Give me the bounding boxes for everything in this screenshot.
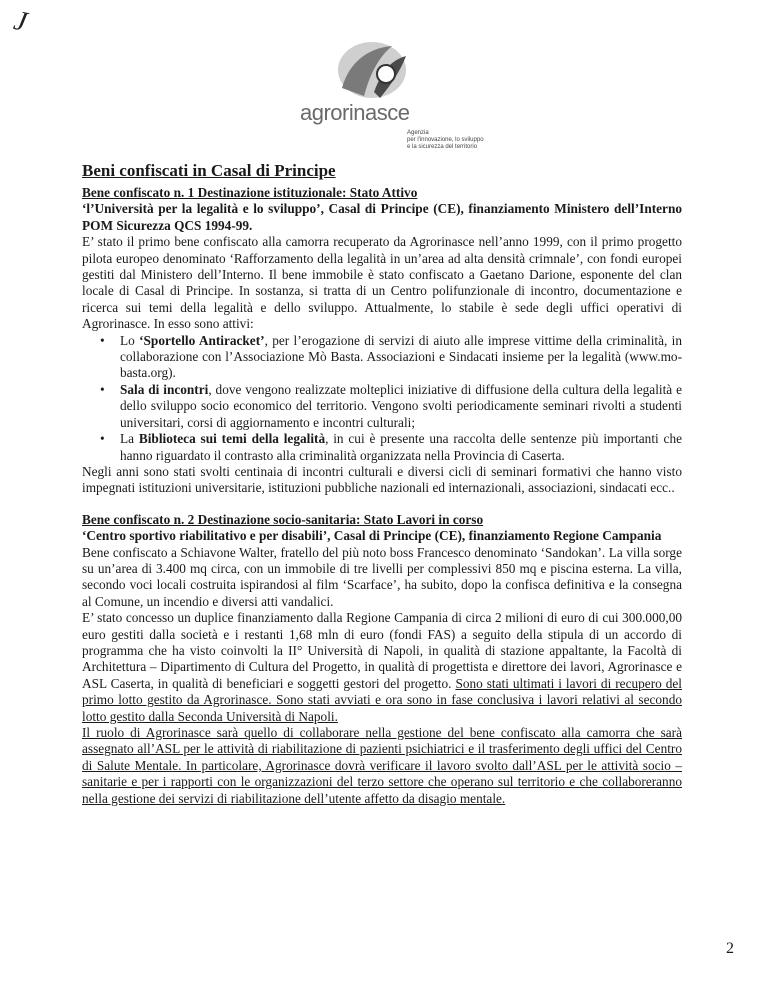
agrorinasce-logo [300, 40, 484, 150]
list-item: • Sala di incontri, dove vengono realizzate molteplici iniziative di diffusione della cultura della legalità e dello sviluppo socio economico del territorio. Vengono svolti periodicamente seminari rivolti a studenti universitari, corsi di aggiornamento e incontri culturali; [120, 382, 682, 431]
section1-subtitle: ‘l’Università per la legalità e lo sviluppo’, Casal di Principe (CE), finanziamento Ministero dell’Interno POM Sicurezza QCS 1994-99. [82, 201, 682, 233]
logo-name: agrorinasce [300, 100, 410, 125]
section2-para1: Bene confiscato a Schiavone Walter, fratello del più noto boss Francesco denominato ‘Sandokan’. La villa sorge su un’area di 3.400 mq circa, con un immobile di tre livelli per complessivi 850 mq e piscina esterna. La villa, secondo voci locali costruita ispirandosi al film ‘Scarface’, ha subito, dopo la confisca definitiva e la consegna al Comune, un incendio e diversi atti vandalici. [82, 544, 682, 609]
page-number: 2 [726, 940, 734, 957]
list-item: • La Biblioteca sui temi della legalità, in cui è presente una raccolta delle sentenze più importanti che hanno riguardato il contrasto alla criminalità organizzata nella Provincia di Caserta. [120, 431, 682, 464]
section2-para3: Il ruolo di Agrorinasce sarà quello di collaborare nella gestione del bene confiscato alla camorra che sarà assegnato all’ASL per le attività di riabilitazione di pazienti psichiatrici e il trasferimento degli uffici del Centro di Salute Mentale. In particolare, Agrorinasce dovrà verificare il lavoro svolto dall’ASL per le attività socio – sanitarie e per i rapporti con le organizzazioni del terzo settore che operano sul territorio e che collaboreranno nella gestione dei servizi di riabilitazione dell’utente affetto da disagio mentale. [82, 725, 682, 806]
section2-subtitle: ‘Centro sportivo riabilitativo e per disabili’, Casal di Principe (CE), finanziamento Regione Campania [82, 528, 662, 544]
logo-tagline-2: per l'innovazione, lo sviluppo [407, 137, 484, 143]
logo-tagline [407, 130, 487, 151]
list-item: • Lo ‘Sportello Antiracket’, per l’erogazione di servizi di aiuto alle imprese vittime della criminalità, in collaborazione con l’Associazione Mò Basta. Associazioni e Sindacati insieme per la legalità (www.mo-basta.org). [120, 333, 682, 382]
logo-tagline-3: e la sicurezza del territorio [407, 144, 478, 150]
section1-heading: Bene confiscato n. 1 Destinazione istituzionale: Stato Attivo [82, 185, 418, 200]
section2-para2: E’ stato concesso un duplice finanziamento dalla Regione Campania di circa 2 milioni di euro di cui 300.000,00 euro gestiti dalla società e i restanti 1,68 mln di euro (fondi FAS) a seguito della stipula di un accordo di programma che ha visto coinvolti la II° Università di Napoli, in qualità di stazione appaltante, la Facoltà di Architettura – Dipartimento di Cultura del Progetto, in qualità di progettista e direttore dei lavori, Agrorinasce e ASL Caserta, in qualità di beneficiari e soggetti gestori del progetto. Sono stati ultimati i lavori di recupero del primo lotto gestito da Agrorinasce. Sono stati avviati e ora sono in fase conclusiva i lavori relativi al secondo lotto gestito dalla Seconda Università di Napoli. [82, 610, 682, 724]
section1-intro: E’ stato il primo bene confiscato alla camorra recuperato da Agrorinasce nell’anno 1999, con il primo progetto pilota europeo denominato ‘Rafforzamento della legalità in un’area ad alta densità crimnale’, con fondi europei gestiti dal Ministero dell’Interno. Il bene immobile è stato confiscato a Gaetano Darione, esponente del clan locale di Casal di Principe. In sostanza, si tratta di un Centro polifunzionale di incontro, documentazione e ricerca sui temi della legalità e dello sviluppo. Attualmente, lo stabile è sede degli uffici operativi di Agrorinasce. In esso sono attivi: [82, 234, 682, 332]
section1-bullet-list [82, 333, 682, 464]
section2-heading: Bene confiscato n. 2 Destinazione socio-sanitaria: Stato Lavori in corso [82, 511, 484, 527]
corner-handwritten-mark: J [11, 5, 30, 38]
section1-closing: Negli anni sono stati svolti centinaia di incontri culturali e diversi cicli di seminari formativi che hanno visto impegnati istituzioni universitarie, istituzioni pubbliche nazionali ed internazionali, associazioni, sindacati ecc.. [82, 463, 682, 496]
document-body [82, 185, 682, 807]
logo-emblem-icon [330, 40, 410, 102]
logo-tagline-1: Agenzia [407, 130, 429, 136]
page-title: Beni confiscati in Casal di Principe [82, 161, 336, 180]
